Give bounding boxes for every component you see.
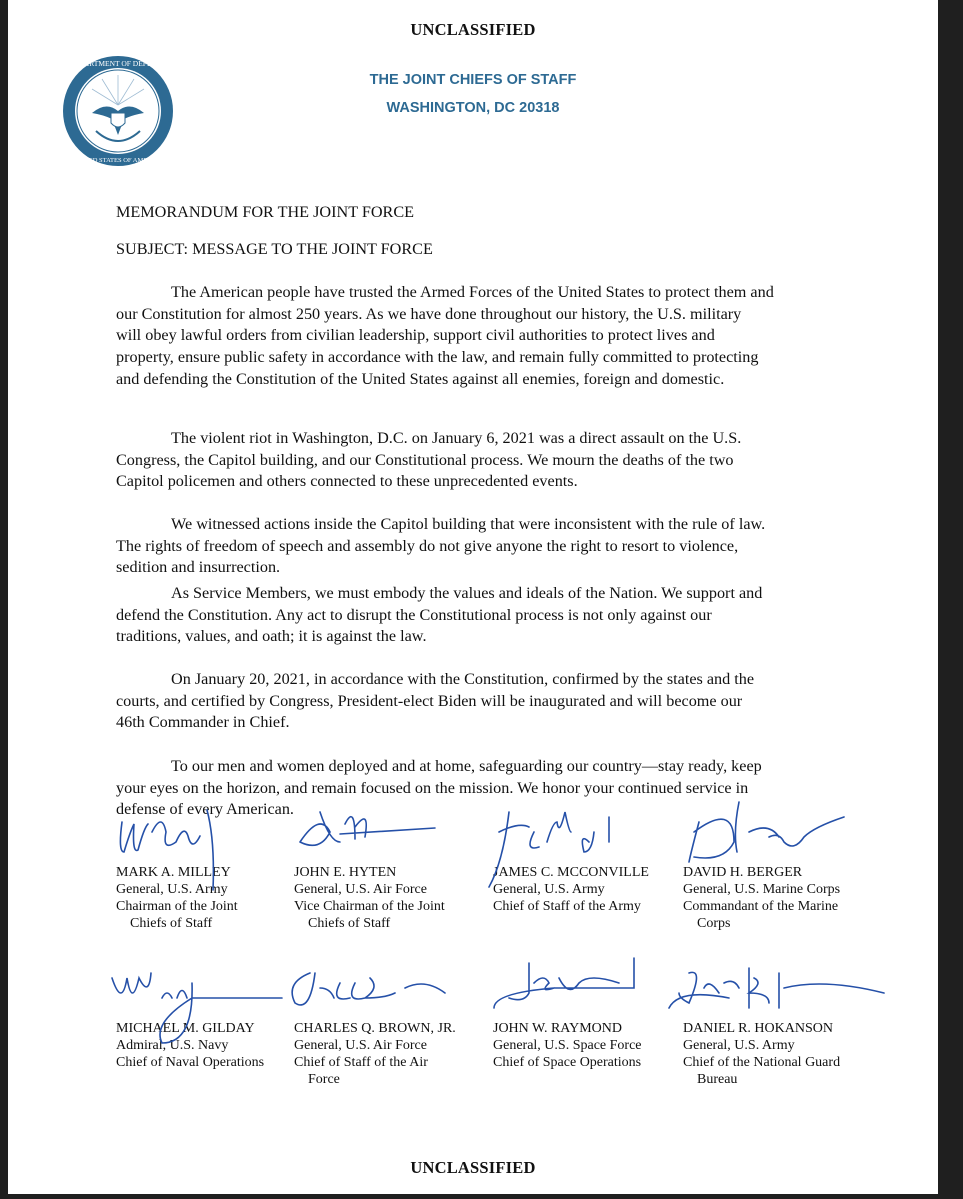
memo-page <box>8 0 938 1194</box>
signature-2-icon <box>290 812 470 892</box>
signature-8-icon <box>679 968 859 1048</box>
signature-6-icon <box>290 968 470 1048</box>
signatory-title-line: General, U.S. Air Force <box>294 882 427 897</box>
paragraph-2-line: The violent riot in Washington, D.C. on January 6, 2021 was a direct assault on the U.S. <box>171 429 742 447</box>
signatory-title-line: Bureau <box>697 1072 738 1087</box>
signatory-title-line: Vice Chairman of the Joint <box>294 899 445 914</box>
paragraph-6-line: your eyes on the horizon, and remain focused on the mission. We honor your continued service in <box>116 778 749 797</box>
signatory-title-line: Chief of Staff of the Army <box>493 899 641 914</box>
signatory-name: MARK A. MILLEY <box>116 865 231 880</box>
paragraph-1-line: our Constitution for almost 250 years. As we have done throughout our history, the U.S. military <box>116 304 742 323</box>
paragraph-4-line: As Service Members, we must embody the values and ideals of the Nation. We support and <box>171 584 763 602</box>
signature-7-icon <box>489 968 669 1048</box>
paragraph-5-line: courts, and certified by Congress, President-elect Biden will be inaugurated and will become our <box>116 691 743 710</box>
signatory-name: MICHAEL M. GILDAY <box>116 1021 255 1036</box>
signatory-name: DAVID H. BERGER <box>683 865 803 880</box>
signature-3-icon <box>489 812 669 892</box>
signatory-title-line: Corps <box>697 916 731 931</box>
signatory-title-line: Admiral, U.S. Navy <box>116 1038 229 1053</box>
paragraph-2-line: Congress, the Capitol building, and our Constitutional process. We mourn the deaths of the two <box>116 450 734 469</box>
signatory-title-line: Chief of Naval Operations <box>116 1055 265 1070</box>
signature-4-icon <box>679 812 859 892</box>
signatory-name: DANIEL R. HOKANSON <box>683 1021 833 1036</box>
paragraph-1-line: property, ensure public safety in accordance with the law, and remain fully committed to protecting <box>116 348 759 367</box>
signatory-title-line: General, U.S. Marine Corps <box>683 882 841 897</box>
signature-1-icon <box>112 812 292 892</box>
signatory-title-line: General, U.S. Army <box>116 882 228 897</box>
svg-text:UNITED STATES OF AMERICA: UNITED STATES OF AMERICA <box>73 157 163 164</box>
signatory-title-line: Chief of Space Operations <box>493 1055 642 1070</box>
paragraph-2-line: Capitol policemen and others connected to these unprecedented events. <box>116 472 578 491</box>
paragraph-3-line: sedition and insurrection. <box>116 558 281 577</box>
paragraph-1-line: and defending the Constitution of the United States against all enemies, foreign and domestic. <box>116 369 725 388</box>
paragraph-4-line: traditions, values, and oath; it is against the law. <box>116 627 427 646</box>
paragraph-3-line: We witnessed actions inside the Capitol building that were inconsistent with the rule of law. <box>171 515 766 533</box>
signatory-title-line: General, U.S. Army <box>683 1038 795 1053</box>
paragraph-5-line: 46th Commander in Chief. <box>116 713 290 732</box>
classification-top: UNCLASSIFIED <box>410 20 536 39</box>
signatory-title-line: Chief of Staff of the Air <box>294 1055 428 1070</box>
signatory-title-line: General, U.S. Air Force <box>294 1038 427 1053</box>
signature-5-icon <box>112 968 292 1048</box>
classification-bottom: UNCLASSIFIED <box>410 1158 536 1177</box>
memo-subject: SUBJECT: MESSAGE TO THE JOINT FORCE <box>116 240 433 258</box>
paragraph-6-line: To our men and women deployed and at home, safeguarding our country—stay ready, keep <box>171 757 762 775</box>
paragraph-4-line: defend the Constitution. Any act to disrupt the Constitutional process is not only against our <box>116 605 712 624</box>
paragraph-1-line: will obey lawful orders from civilian leadership, support civil authorities to protect lives and <box>116 326 715 345</box>
paragraph-1-line: The American people have trusted the Armed Forces of the United States to protect them and <box>171 283 774 301</box>
paragraph-5-line: On January 20, 2021, in accordance with the Constitution, confirmed by the states and the <box>171 670 755 688</box>
memo-for: MEMORANDUM FOR THE JOINT FORCE <box>116 203 415 221</box>
signatory-title-line: General, U.S. Space Force <box>493 1038 642 1053</box>
paragraph-3-line: The rights of freedom of speech and assembly do not give anyone the right to resort to violence, <box>116 536 739 555</box>
letterhead-org: THE JOINT CHIEFS OF STAFF <box>369 72 577 88</box>
svg-text:DEPARTMENT OF DEFENSE: DEPARTMENT OF DEFENSE <box>70 59 166 68</box>
paragraph-6-line: defense of every American. <box>116 800 294 819</box>
signatory-title-line: Chief of the National Guard <box>683 1055 841 1070</box>
signatory-name: JOHN E. HYTEN <box>294 865 397 880</box>
signatory-title-line: Chiefs of Staff <box>130 916 213 931</box>
signatory-title-line: Chiefs of Staff <box>308 916 391 931</box>
signatory-title-line: Commandant of the Marine <box>683 899 839 914</box>
signatory-title-line: Chairman of the Joint <box>116 899 238 914</box>
signatory-name: CHARLES Q. BROWN, JR. <box>294 1021 456 1036</box>
signatory-name: JOHN W. RAYMOND <box>493 1021 623 1036</box>
letterhead-address: WASHINGTON, DC 20318 <box>386 100 560 116</box>
signatory-name: JAMES C. MCCONVILLE <box>493 865 649 880</box>
signatory-title-line: General, U.S. Army <box>493 882 605 897</box>
signatory-title-line: Force <box>308 1072 340 1087</box>
